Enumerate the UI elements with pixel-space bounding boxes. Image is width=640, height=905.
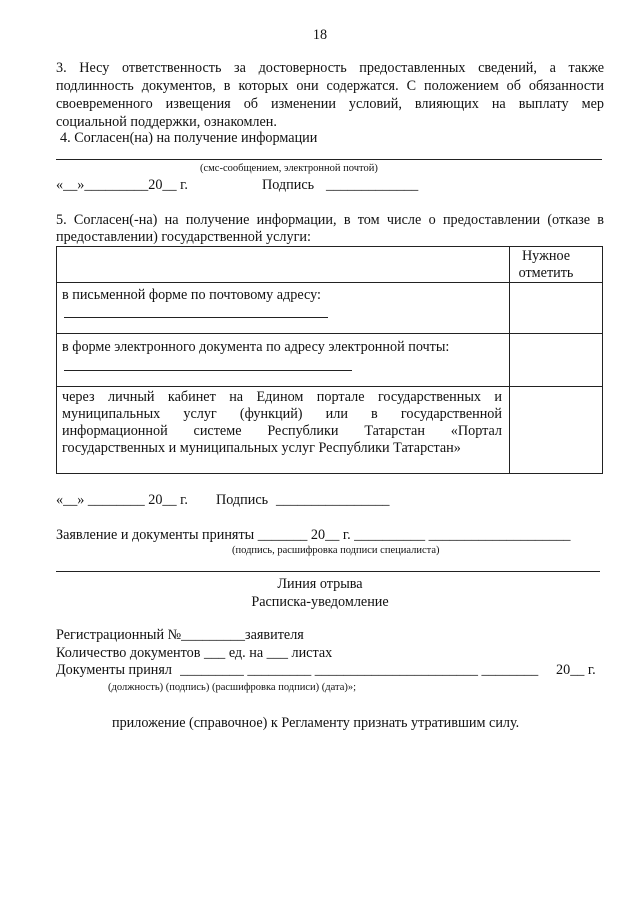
table-header-mark-label: Нужное отметить	[518, 248, 574, 281]
section4-fill-line	[56, 159, 602, 160]
table-row-portal-line-3: информационной системе Республики Татарстан «Портал	[62, 423, 502, 439]
receipt-title: Расписка-уведомление	[251, 594, 389, 610]
table-cell-header-blank	[56, 246, 510, 283]
section5-title-line-2: предоставлении) государственной услуги:	[56, 229, 311, 245]
closing-text: приложение (справочное) к Регламенту признать утратившим силу.	[112, 715, 520, 731]
section3-line-1: 3. Несу ответственность за достоверность предоставленных сведений, а также	[56, 60, 604, 76]
table-row-email-fill-line	[64, 370, 352, 371]
table-row-portal-line-1: через личный кабинет на Едином портале государственных и	[62, 389, 502, 405]
receipt-accepted-blanks: _________ _________ _______________________ ________	[180, 662, 539, 678]
table-row-portal-line-4: государственных и муниципальных услуг Республики Татарстан»	[62, 440, 461, 456]
receipt-accepted-label: Документы принял	[56, 662, 172, 678]
section5-signature-label: Подпись	[216, 492, 269, 508]
section3-line-2: подлинность документов, в которых они содержатся. С положением об обязанности	[56, 78, 604, 94]
acceptance-line: Заявление и документы приняты _______ 20__ г. __________ ____________________	[56, 527, 571, 543]
receipt-count-line: Количество документов ___ ед. на ___ листах	[56, 645, 333, 661]
table-row-portal-line-2: муниципальных услуг (функций) или в государственной	[62, 406, 502, 422]
table-mark-portal[interactable]	[509, 386, 603, 474]
receipt-hint: (должность) (подпись) (расшифровка подписи) (дата)»;	[108, 682, 357, 693]
page-number: 18	[312, 27, 328, 43]
receipt-registration-line: Регистрационный №_________заявителя	[56, 627, 304, 643]
table-mark-postal[interactable]	[509, 282, 603, 334]
section3-line-3: своевременного извещения об изменении условий, влияющих на выплату мер	[56, 96, 604, 112]
section4-signature-label: Подпись	[262, 177, 315, 193]
section4-hint: (смс-сообщением, электронной почтой)	[200, 163, 378, 174]
table-row-postal-fill-line	[64, 317, 328, 318]
section5-date-line: «__» ________ 20__ г.	[56, 492, 188, 508]
acceptance-hint: (подпись, расшифровка подписи специалиста)	[232, 545, 440, 556]
tear-off-line	[56, 571, 600, 572]
table-row-email-label: в форме электронного документа по адресу электронной почты:	[62, 339, 450, 355]
section3-line-4: социальной поддержки, ознакомлен.	[56, 114, 277, 130]
section4-date-line: «__»_________20__ г.	[56, 177, 188, 193]
section4-signature-blank: _____________	[326, 177, 419, 193]
table-mark-email[interactable]	[509, 333, 603, 387]
tear-line-label: Линия отрыва	[277, 576, 363, 592]
table-row-postal-label: в письменной форме по почтовому адресу:	[62, 287, 321, 303]
section5-title-line-1: 5. Согласен(-на) на получение информации, в том числе о предоставлении (отказе в	[56, 212, 604, 228]
section5-signature-blank: ________________	[276, 492, 390, 508]
receipt-year: 20__ г.	[556, 662, 596, 678]
section4-title: 4. Согласен(на) на получение информации	[60, 130, 318, 146]
